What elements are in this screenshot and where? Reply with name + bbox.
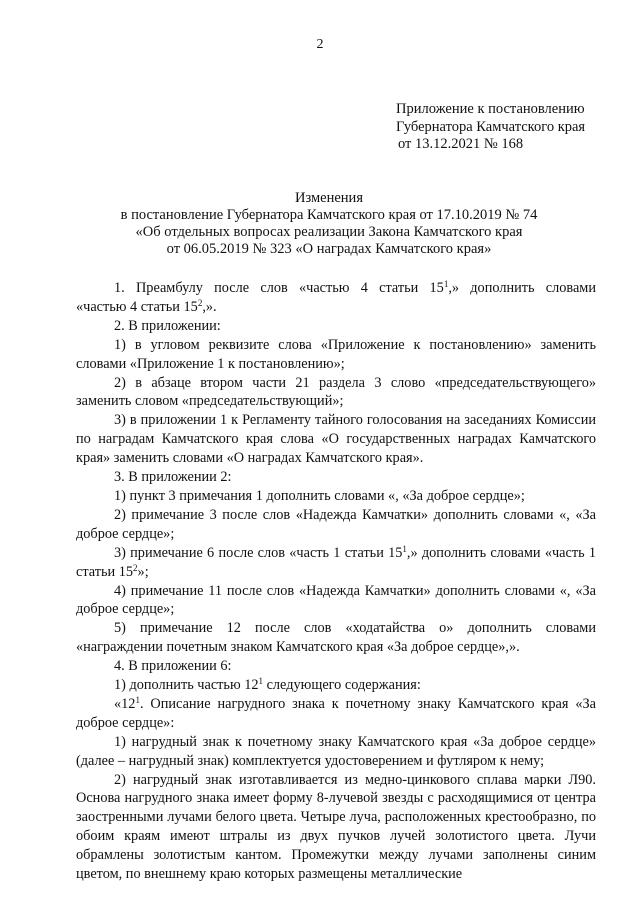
approval-line-1: Приложение к постановлению [396,101,585,117]
paragraph-2-item-1: 1) в угловом реквизите слова «Приложение к постановлению» заменить словами «Приложение 1 к постановлению»; [76,336,596,372]
title-line-3: от 06.05.2019 № 323 «О наградах Камчатского края» [166,241,492,257]
paragraph-3-item-4: 4) примечание 11 после слов «Надежда Камчатки» дополнить словами «, «За доброе сердце»; [76,582,596,618]
paragraph-1-line-1: 1. Преамбулу после слов «частью 4 статьи $15^1$,» дополнить словами [114,279,596,296]
paragraph-4: 4. В приложении 6: [114,658,232,675]
title-heading: Изменения [295,190,363,206]
approval-line-2: Губернатора Камчатского края [396,118,586,135]
page-number: 2 [316,37,324,52]
paragraph-3: 3. В приложении 2: [114,469,232,486]
paragraph-4-item-1: 1) дополнить частью $12^1$ следующего содержания: [114,676,421,694]
paragraph-2-item-2: 2) в абзаце втором части 21 раздела 3 слово «председательствующего» заменить словом «председательствующий»; [76,374,596,410]
paragraph-3-item-2: 2) примечание 3 после слов «Надежда Камчатки» дополнить словами «, «За доброе сердце»; [76,506,596,542]
document-body [76,279,596,884]
title-line-1: в постановление Губернатора Камчатского края от 17.10.2019 № 74 [120,207,538,223]
paragraph-4-quote: «$12^1$. Описание нагрудного знака к почетному знаку Камчатского края «За доброе сердце»: [76,694,596,731]
title-line-2: «Об отдельных вопросах реализации Закона Камчатского края [135,224,523,240]
paragraph-1-line-2: «частью 4 статьи $15^2$,». [76,297,217,315]
paragraph-4-quote-item-2: 2) нагрудный знак изготавливается из медно-цинкового сплава марки Л90. Основа нагрудного знака имеет форму 8-лучевой звезды с расходящимися от центра заостренными лучами белого цвета. Четыре луча, расположенных крестообразно, по обоим краям имеют штралы из двух пучков лучей золотистого цвета. Лучи обрамлены золотистым кантом. Промежутки между лучами заполнены синим цветом, по внешнему краю которых размещены металлические [76,771,596,883]
paragraph-3-item-3: 3) примечание 6 после слов «часть 1 статьи $15^1$,» дополнить словами «часть 1 статьи $15^2$»; [76,543,596,580]
paragraph-3-item-5: 5) примечание 12 после слов «ходатайства о» дополнить словами «награждении почетным знаком Камчатского края «За доброе сердце»,». [76,620,596,656]
approval-date-line: от 13.12.2021 № 168 [398,136,524,152]
paragraph-3-item-1: 1) пункт 3 примечания 1 дополнить словами «, «За доброе сердце»; [114,487,525,504]
document-title [0,190,640,258]
approval-stamp [396,101,585,154]
paragraph-2-item-3: 3) в приложении 1 к Регламенту тайного голосования на заседаниях Комиссии по наградам Камчатского края слова «О государственных наградах Камчатского края» заменить словами «О наградах Камчатского края». [76,412,596,467]
paragraph-4-quote-item-1: 1) нагрудный знак к почетному знаку Камчатского края «За доброе сердце» (далее – нагрудный знак) комплектуется удостоверением и футляром к нему; [76,733,596,769]
paragraph-2: 2. В приложении: [114,317,221,334]
